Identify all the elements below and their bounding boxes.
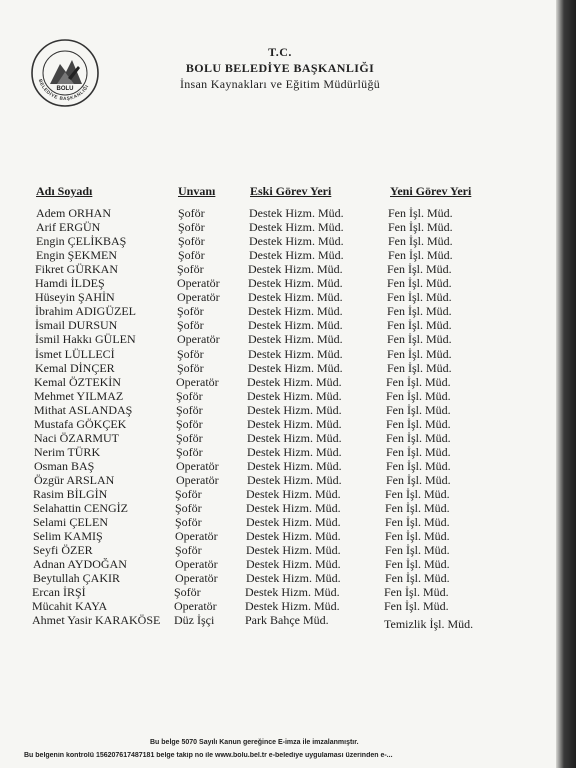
footer-esignature-note: Bu belge 5070 Sayılı Kanun gereğince E-imza ile imzalanmıştır. [150,739,359,746]
cell-new-place: Fen İşl. Müd. [386,416,451,431]
cell-name: Ercan İRŞİ [32,585,86,600]
cell-title: Şoför [175,515,202,530]
cell-old-place: Destek Hizm. Müd. [248,360,343,375]
cell-name: Selahattin CENGİZ [33,501,128,516]
table-row [0,613,560,632]
cell-name: Adem ORHAN [36,206,111,220]
cell-title: Şoför [177,318,204,333]
cell-name: İsmail DURSUN [35,318,118,333]
table-row [0,276,560,290]
cell-title: Şoför [176,444,203,459]
cell-name: Rasim BİLGİN [33,487,108,501]
column-header-new-place: Yeni Görev Yeri [390,184,472,198]
cell-title: Şoför [176,402,203,417]
header-municipality: BOLU BELEDİYE BAŞKANLIĞI [185,61,375,75]
table-row [0,234,560,248]
cell-new-place: Fen İşl. Müd. [386,458,451,473]
cell-old-place: Destek Hizm. Müd. [249,220,344,235]
cell-title: Şoför [176,416,203,431]
cell-new-place: Fen İşl. Müd. [387,318,452,333]
cell-old-place: Destek Hizm. Müd. [247,472,342,487]
cell-old-place: Destek Hizm. Müd. [246,557,341,572]
cell-old-place: Destek Hizm. Müd. [247,402,342,417]
cell-old-place: Destek Hizm. Müd. [247,458,342,473]
svg-text:BELEDİYE BAŞKANLIĞI: BELEDİYE BAŞKANLIĞI [37,78,90,102]
svg-text:BOLU: BOLU [56,86,74,92]
cell-old-place: Destek Hizm. Müd. [248,332,343,347]
cell-old-place: Destek Hizm. Müd. [249,234,344,249]
cell-title: Operatör [175,557,218,572]
cell-new-place: Fen İşl. Müd. [387,290,452,305]
cell-old-place: Destek Hizm. Müd. [246,529,341,544]
table-row [0,290,560,304]
cell-title: Şoför [178,234,205,249]
cell-name: Osman BAŞ [34,458,95,473]
cell-new-place: Fen İşl. Müd. [385,557,450,572]
cell-new-place: Fen İşl. Müd. [386,402,451,417]
header-tc: T.C. [268,45,292,59]
cell-name: İbrahim ADIGÜZEL [35,304,136,319]
cell-old-place: Destek Hizm. Müd. [246,487,341,501]
cell-old-place: Destek Hizm. Müd. [247,430,342,445]
cell-name: Kemal DİNÇER [35,360,115,375]
cell-old-place: Destek Hizm. Müd. [248,262,343,277]
cell-old-place: Destek Hizm. Müd. [249,206,344,220]
cell-old-place: Destek Hizm. Müd. [248,346,343,361]
table-row [0,304,560,318]
cell-old-place: Destek Hizm. Müd. [247,374,342,389]
cell-old-place: Destek Hizm. Müd. [248,318,343,333]
cell-name: Selami ÇELEN [33,515,108,530]
cell-name: Ahmet Yasir KARAKÖSE [32,613,161,628]
cell-old-place: Destek Hizm. Müd. [245,599,340,614]
cell-title: Operatör [177,332,220,347]
cell-title: Operatör [177,276,220,291]
cell-old-place: Destek Hizm. Müd. [246,571,341,586]
cell-title: Operatör [176,458,219,473]
cell-new-place: Fen İşl. Müd. [388,234,453,249]
table-row [0,585,560,599]
cell-title: Operatör [175,571,218,586]
cell-name: Mithat ASLANDAŞ [34,402,133,417]
cell-new-place: Fen İşl. Müd. [387,360,452,375]
cell-new-place: Fen İşl. Müd. [385,487,450,501]
cell-title: Şoför [176,388,203,403]
cell-title: Operatör [174,599,217,614]
table-row [0,361,560,375]
table-row [0,431,560,445]
cell-title: Şoför [177,262,204,277]
table-row [0,389,560,403]
cell-new-place: Fen İşl. Müd. [385,543,450,558]
table-row [0,473,560,487]
cell-new-place: Fen İşl. Müd. [388,220,453,235]
cell-name: Hamdi İLDEŞ [35,276,105,291]
cell-new-place: Fen İşl. Müd. [386,388,451,403]
cell-old-place: Destek Hizm. Müd. [247,444,342,459]
cell-old-place: Destek Hizm. Müd. [246,515,341,530]
table-row [0,487,560,501]
cell-new-place: Fen İşl. Müd. [384,585,449,600]
cell-old-place: Destek Hizm. Müd. [249,248,344,263]
cell-new-place: Fen İşl. Müd. [387,332,452,347]
cell-name: Nerim TÜRK [34,444,101,459]
column-header-old-place: Eski Görev Yeri [250,184,332,198]
cell-name: Mücahit KAYA [32,599,108,614]
cell-title: Şoför [176,430,203,445]
cell-old-place: Destek Hizm. Müd. [248,276,343,291]
cell-name: Engin ÇELİKBAŞ [36,234,127,249]
table-row [0,375,560,389]
cell-name: Fikret GÜRKAN [35,262,118,277]
cell-new-place: Fen İşl. Müd. [385,515,450,530]
table-row [0,515,560,529]
table-row [0,248,560,262]
cell-new-place: Fen İşl. Müd. [388,206,453,220]
cell-title: Operatör [176,374,219,389]
cell-title: Şoför [175,487,202,501]
cell-title: Şoför [178,220,205,235]
cell-title: Operatör [177,290,220,305]
cell-name: Seyfi ÖZER [33,543,93,558]
table-row [0,599,560,613]
cell-new-place: Temizlik İşl. Müd. [384,617,474,632]
cell-new-place: Fen İşl. Müd. [384,599,449,614]
cell-new-place: Fen İşl. Müd. [386,472,451,487]
cell-name: Mehmet YILMAZ [34,388,124,403]
cell-new-place: Fen İşl. Müd. [385,529,450,544]
cell-new-place: Fen İşl. Müd. [388,248,453,263]
table-row [0,262,560,276]
table-row [0,206,560,220]
table-row [0,403,560,417]
table-row [0,347,560,361]
document-header [150,45,410,92]
bolu-municipality-logo-icon [30,38,100,108]
cell-new-place: Fen İşl. Müd. [387,262,452,277]
cell-new-place: Fen İşl. Müd. [385,501,450,516]
cell-title: Şoför [174,585,201,600]
table-row [0,529,560,543]
cell-title: Şoför [177,304,204,319]
cell-new-place: Fen İşl. Müd. [386,430,451,445]
table-row [0,459,560,473]
table-row [0,318,560,332]
column-header-name: Adı Soyadı [36,184,93,198]
cell-name: Kemal ÖZTEKİN [34,374,121,389]
cell-old-place: Park Bahçe Müd. [245,613,329,628]
cell-old-place: Destek Hizm. Müd. [246,501,341,516]
cell-title: Şoför [177,360,204,375]
cell-old-place: Destek Hizm. Müd. [247,388,342,403]
cell-name: Mustafa GÖKÇEK [34,416,127,431]
cell-old-place: Destek Hizm. Müd. [248,304,343,319]
cell-new-place: Fen İşl. Müd. [386,374,451,389]
cell-name: Özgür ARSLAN [34,472,115,487]
cell-new-place: Fen İşl. Müd. [386,444,451,459]
cell-name: Engin ŞEKMEN [36,248,117,263]
column-header-title: Unvanı [178,184,216,198]
cell-new-place: Fen İşl. Müd. [387,346,452,361]
cell-title: Şoför [175,501,202,516]
table-row [0,571,560,585]
cell-old-place: Destek Hizm. Müd. [245,585,340,600]
table-row [0,220,560,234]
table-row [0,543,560,557]
cell-name: Selim KAMIŞ [33,529,103,544]
table-row [0,332,560,346]
cell-title: Şoför [178,248,205,263]
cell-new-place: Fen İşl. Müd. [387,304,452,319]
cell-name: Beytullah ÇAKIR [33,571,120,586]
cell-name: Naci ÖZARMUT [34,430,119,445]
table-row [0,445,560,459]
cell-name: İsmet LÜLLECİ [35,346,115,361]
cell-title: Şoför [178,206,205,220]
cell-title: Şoför [177,346,204,361]
cell-title: Şoför [175,543,202,558]
cell-new-place: Fen İşl. Müd. [387,276,452,291]
cell-title: Düz İşçi [174,613,215,628]
cell-old-place: Destek Hizm. Müd. [247,416,342,431]
table-row [0,557,560,571]
cell-new-place: Fen İşl. Müd. [385,571,450,586]
cell-old-place: Destek Hizm. Müd. [246,543,341,558]
cell-title: Operatör [175,529,218,544]
footer-verification-note: Bu belgenin kontrolü 156207617487181 belge takip no ile www.bolu.bel.tr e-belediye uygulaması üzerinden e-... [24,752,393,759]
cell-old-place: Destek Hizm. Müd. [248,290,343,305]
cell-title: Operatör [176,472,219,487]
cell-name: Adnan AYDOĞAN [33,557,127,572]
header-department: İnsan Kaynakları ve Eğitim Müdürlüğü [179,77,381,91]
cell-name: Arif ERGÜN [36,220,101,235]
cell-name: İsmil Hakkı GÜLEN [35,332,136,347]
table-row [0,501,560,515]
cell-name: Hüseyin ŞAHİN [35,290,115,305]
table-row [0,417,560,431]
